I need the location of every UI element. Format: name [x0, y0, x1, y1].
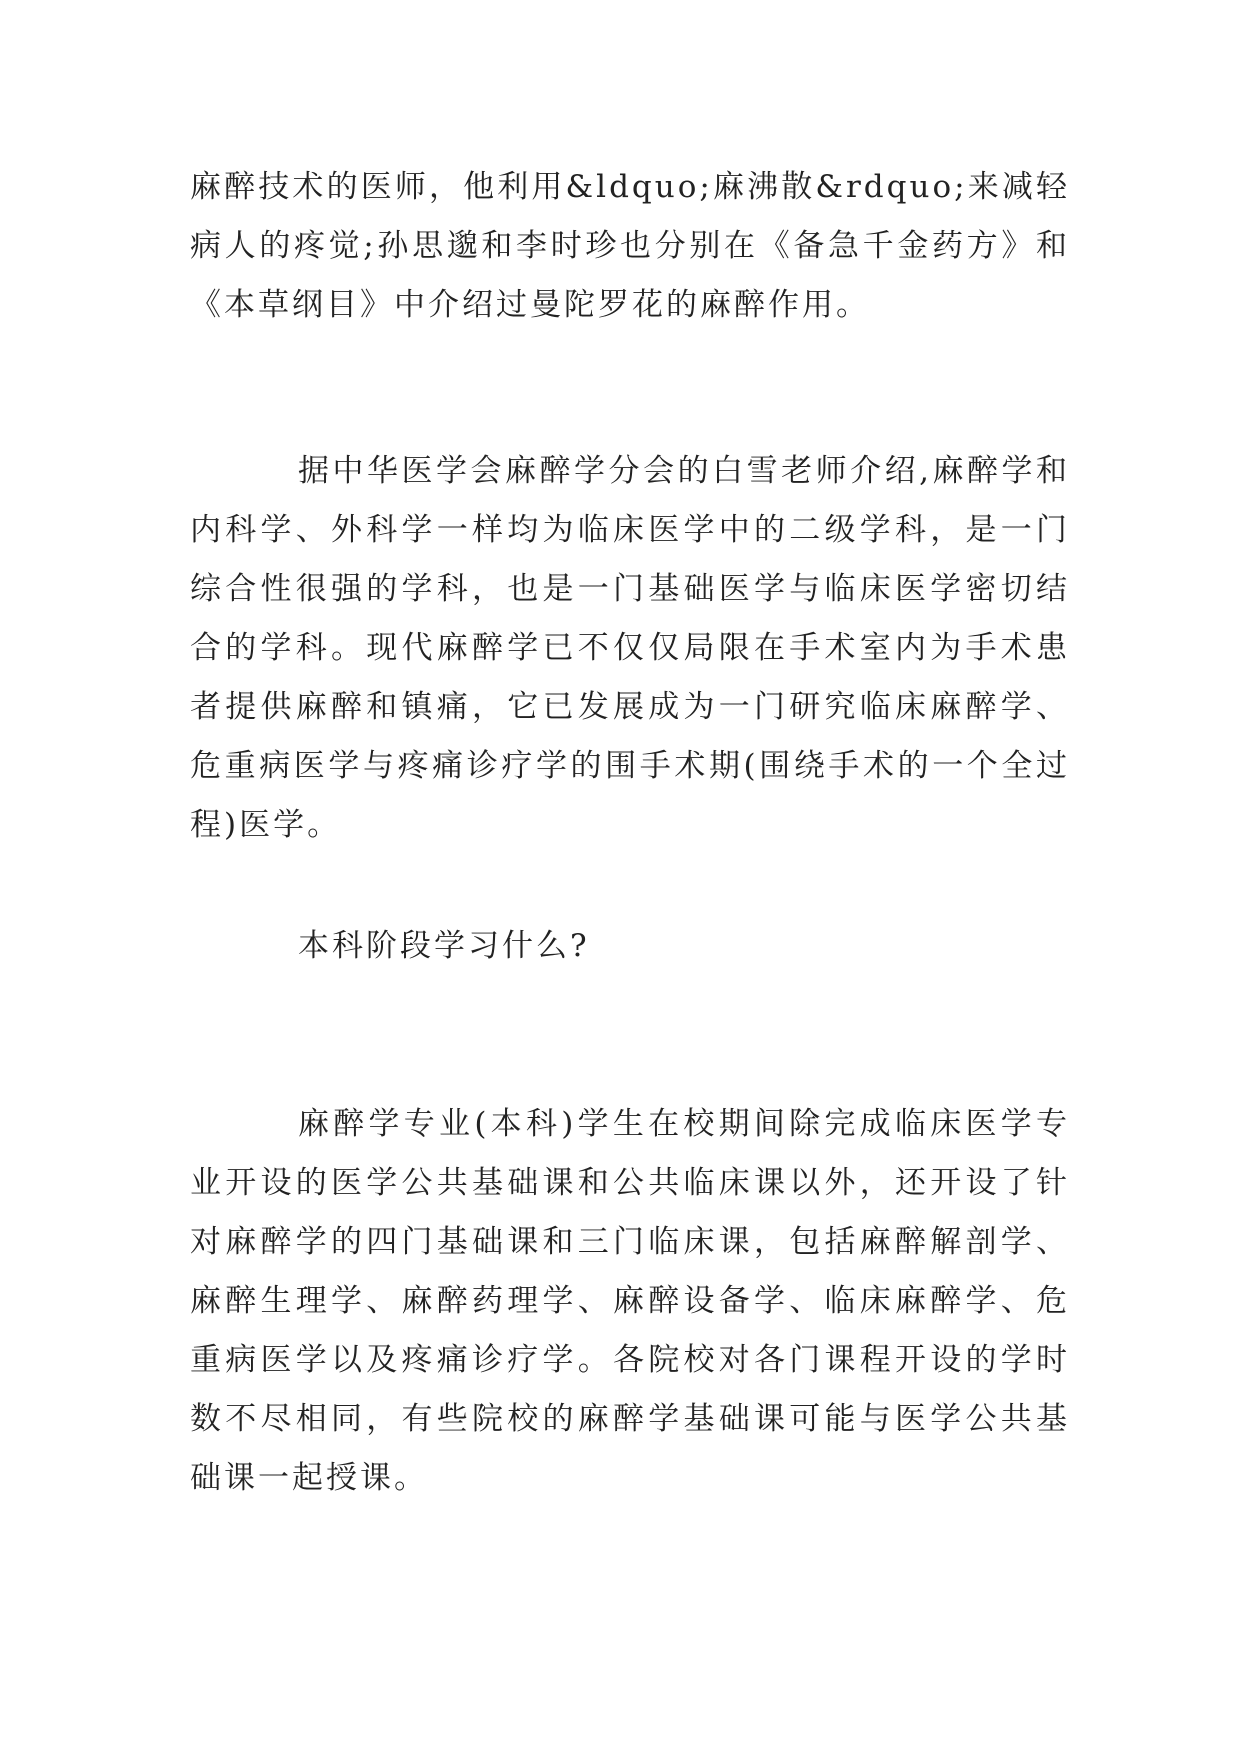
paragraph-history: 麻醉技术的医师，他利用&ldquo;麻沸散&rdquo;来减轻病人的疼觉;孙思邈和李时珍也分别在《备急千金药方》和《本草纲目》中介绍过曼陀罗花的麻醉作用。 — [190, 169, 1070, 323]
paragraph-curriculum: 麻醉学专业(本科)学生在校期间除完成临床医学专业开设的医学公共基础课和公共临床课以外，还开设了针对麻醉学的四门基础课和三门临床课，包括麻醉解剖学、麻醉生理学、麻醉药理学、麻醉设备学、临床麻醉学、危重病医学以及疼痛诊疗学。各院校对各门课程开设的学时数不尽相同，有些院校的麻醉学基础课可能与医学公共基础课一起授课。 — [190, 1106, 1070, 1496]
paragraph-discipline-intro: 据中华医学会麻醉学分会的白雪老师介绍,麻醉学和内科学、外科学一样均为临床医学中的二级学科，是一门综合性很强的学科，也是一门基础医学与临床医学密切结合的学科。现代麻醉学已不仅仅局限在手术室内为手术患者提供麻醉和镇痛，它已发展成为一门研究临床麻醉学、危重病医学与疼痛诊疗学的围手术期(围绕手术的一个全过程)医学。 — [190, 453, 1070, 843]
section-heading-undergrad: 本科阶段学习什么? — [298, 928, 590, 964]
